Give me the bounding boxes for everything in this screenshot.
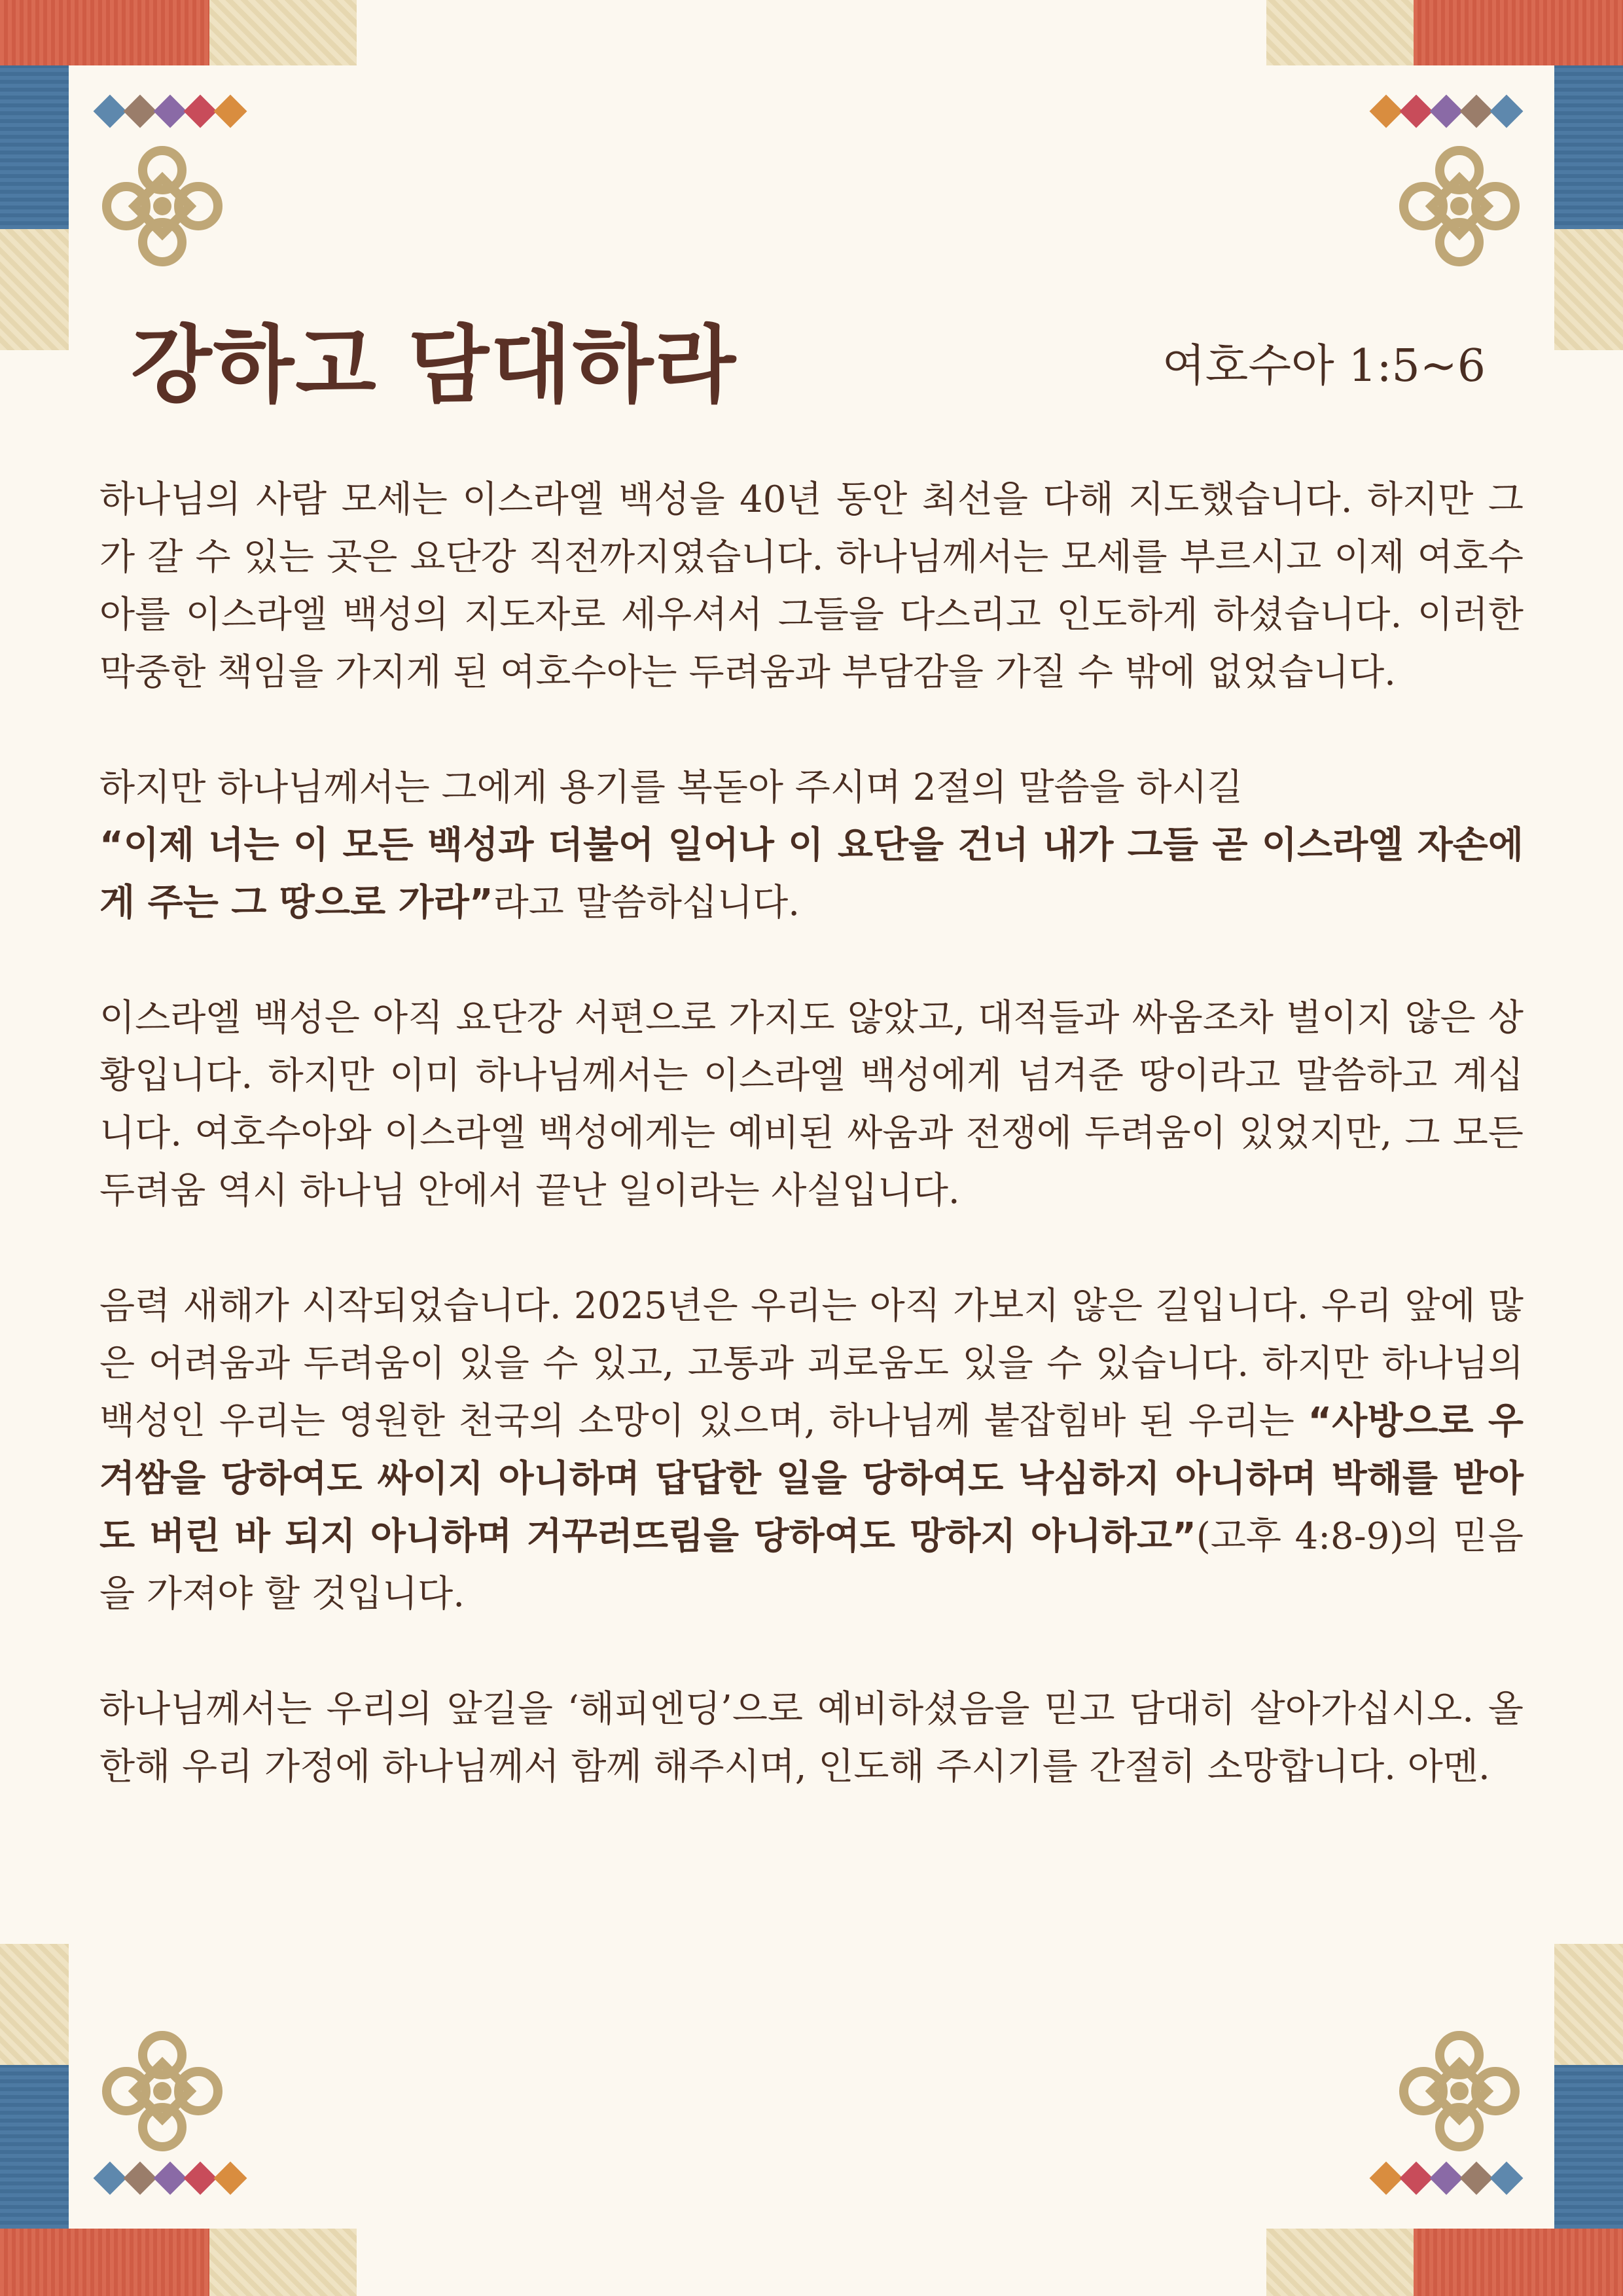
knot-ornament-icon [1387,2019,1531,2163]
diamond-row-top-left [98,99,242,123]
corner-fabric-bottom-left-2 [209,2229,357,2296]
scripture-reference: 여호수아 1:5~6 [1162,340,1486,392]
corner-fabric-bottom-right-2 [1266,2229,1414,2296]
paragraph-text: 음력 새해가 시작되었습니다. 2025년은 우리는 아직 가보지 않은 길입니다. 우리 앞에 많은 어려움과 두려움이 있을 수 있고, 고통과 괴로움도 있을 수 있습니다. 하지만 하나님의 백성인 우리는 영원한 천국의 소망이 있으며, 하나님께 붙잡힘바 된 우리는 [99,1285,1524,1443]
paragraph [99,1278,1524,1623]
page-title: 강하고 담대하라 [131,317,738,414]
corner-fabric-top-left-2 [209,0,357,65]
diamond-row-top-right [1374,99,1518,123]
paragraph [99,759,1524,932]
knot-ornament-icon [1387,134,1531,278]
sermon-body [99,471,1524,1854]
corner-fabric-top-left [0,0,209,65]
paragraph-text: 하지만 하나님께서는 그에게 용기를 복돋아 주시며 2절의 말씀을 하시길 [99,766,1243,809]
corner-fabric-left-upper [0,65,69,229]
paragraph: 하나님의 사람 모세는 이스라엘 백성을 40년 동안 최선을 다해 지도했습니다. 하지만 그가 갈 수 있는 곳은 요단강 직전까지였습니다. 하나님께서는 모세를 부르시고 이제 여호수아를 이스라엘 백성의 지도자로 세우셔서 그들을 다스리고 인도하게 하셨습니다. 이러한 막중한 책임을 가지게 된 여호수아는 두려움과 부담감을 가질 수 밖에 없었습니다. [99,478,1524,694]
corner-fabric-top-right-2 [1266,0,1414,65]
corner-fabric-top-right [1414,0,1623,65]
corner-fabric-right-upper-2 [1554,229,1623,350]
paragraph-text: (고후 4:8-9)의 믿음을 가져야 할 것입니다. [99,1515,1524,1615]
bold-quote: “이제 너는 이 모든 백성과 더불어 일어나 이 요단을 건너 내가 그들 곧 이스라엘 자손에게 주는 그 땅으로 가라” [99,824,1524,924]
paragraph-text: 라고 말씀하십니다. [493,882,800,924]
knot-ornament-icon [90,134,234,278]
corner-fabric-bottom-right [1414,2229,1623,2296]
knot-ornament-icon [90,2019,234,2163]
corner-fabric-bottom-left [0,2229,209,2296]
corner-fabric-right-lower [1554,2065,1623,2229]
corner-fabric-right-lower-2 [1554,1944,1623,2065]
paragraph: 하나님께서는 우리의 앞길을 ‘해피엔딩’으로 예비하셨음을 믿고 담대히 살아가십시오. 올 한해 우리 가정에 하나님께서 함께 해주시며, 인도해 주시기를 간절히 소망합니다. 아멘. [99,1688,1524,1788]
corner-fabric-right-upper [1554,65,1623,229]
diamond-row-bottom-left [98,2166,242,2190]
corner-fabric-left-upper-2 [0,229,69,350]
paragraph: 이스라엘 백성은 아직 요단강 서편으로 가지도 않았고, 대적들과 싸움조차 벌이지 않은 상황입니다. 하지만 이미 하나님께서는 이스라엘 백성에게 넘겨준 땅이라고 말씀하고 계십니다. 여호수아와 이스라엘 백성에게는 예비된 싸움과 전쟁에 두려움이 있었지만, 그 모든 두려움 역시 하나님 안에서 끝난 일이라는 사실입니다. [99,997,1524,1212]
corner-fabric-left-lower-2 [0,1944,69,2065]
diamond-row-bottom-right [1374,2166,1518,2190]
corner-fabric-left-lower [0,2065,69,2229]
bold-quote: “사방으로 우겨쌈을 당하여도 싸이지 아니하며 답답한 일을 당하여도 낙심하지 아니하며 박해를 받아도 버린 바 되지 아니하며 거꾸러뜨림을 당하여도 망하지 아니하고” [99,1400,1524,1558]
